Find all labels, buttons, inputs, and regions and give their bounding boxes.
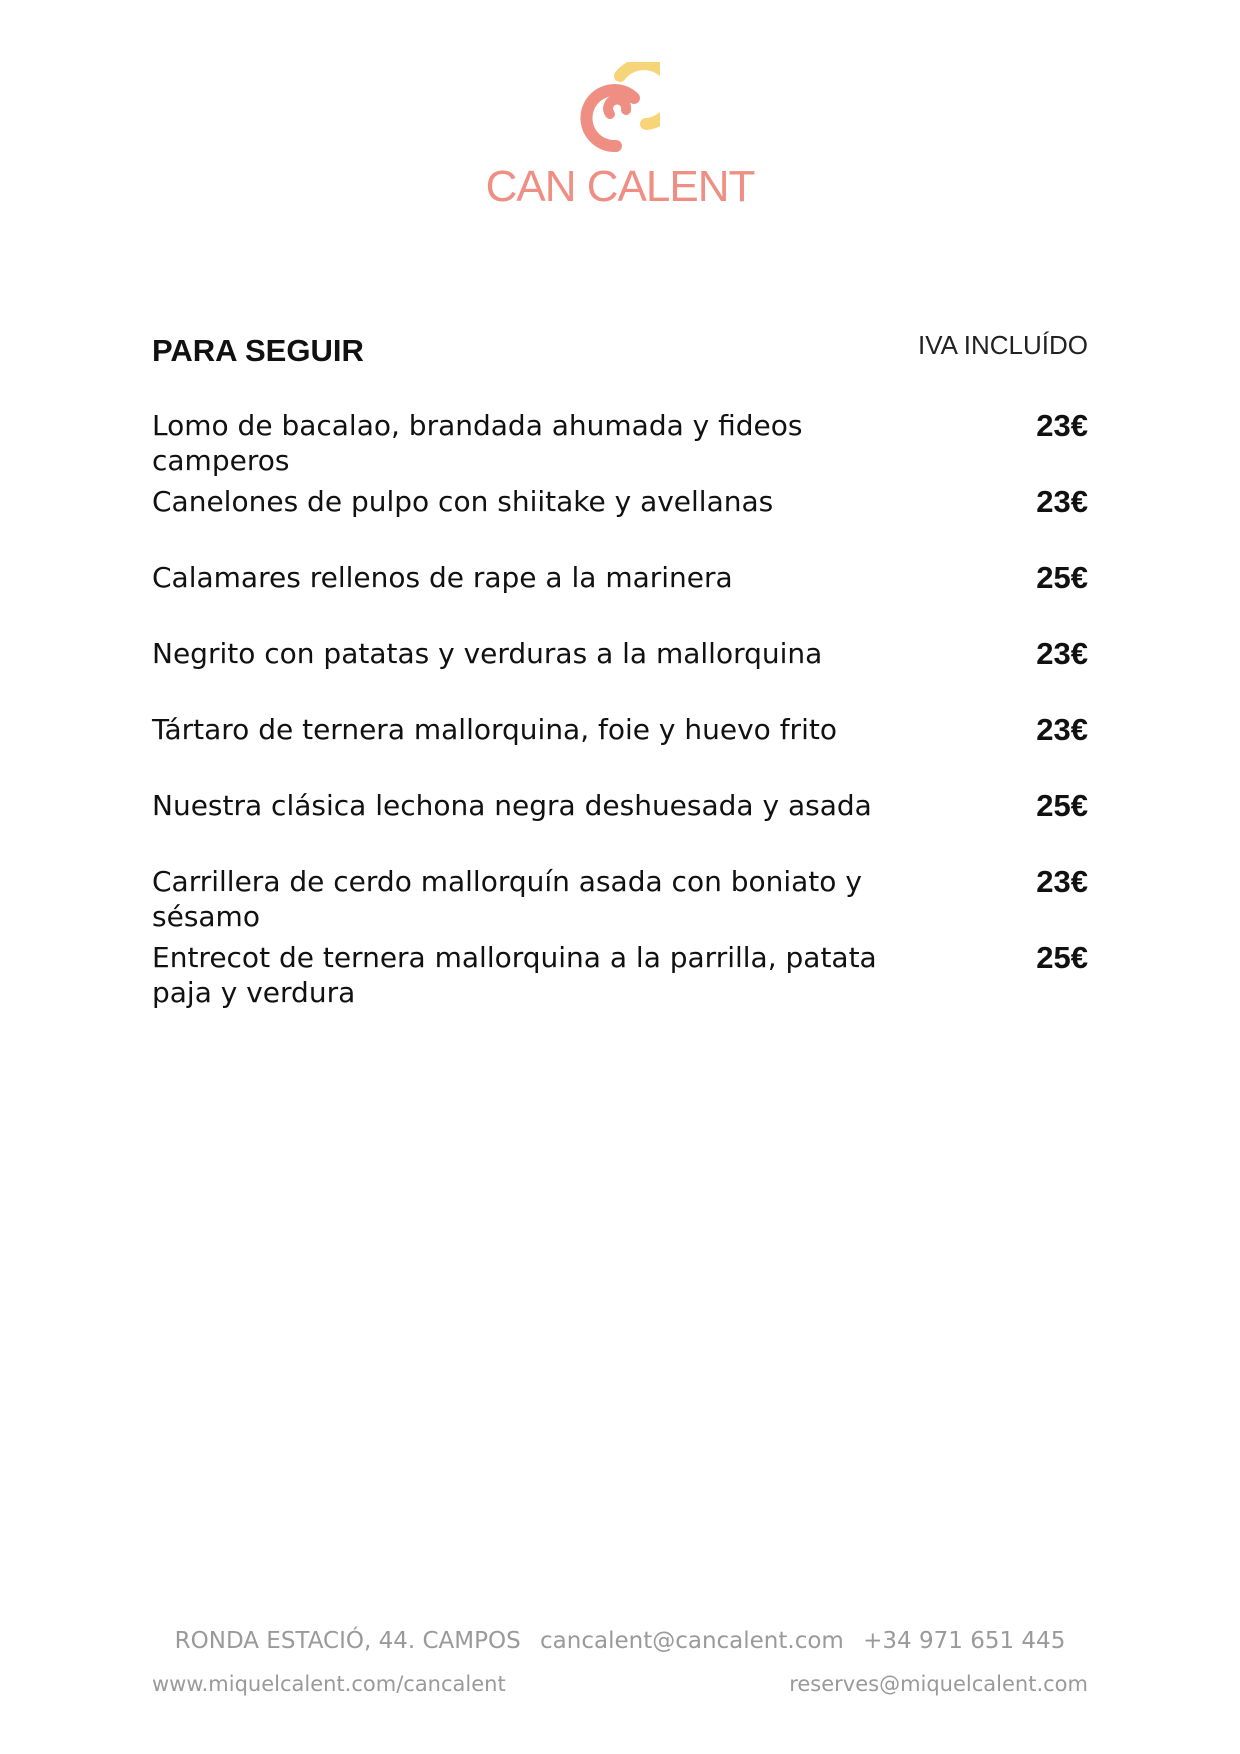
brand-logo	[0, 62, 1240, 212]
dish-name: Negrito con patatas y verduras a la mallorquina	[152, 637, 823, 670]
dish-price: 23€	[1036, 712, 1088, 747]
dish-price: 23€	[1036, 484, 1088, 519]
menu-item	[152, 788, 1088, 864]
menu-item	[152, 560, 1088, 636]
dish-price: 23€	[1036, 408, 1088, 443]
dish-price: 25€	[1036, 940, 1088, 975]
dish-price: 25€	[1036, 788, 1088, 823]
dish-name: Carrillera de cerdo mallorquín asada con boniato y sésamo	[152, 865, 862, 933]
dish-name: Nuestra clásica lechona negra deshuesada y asada	[152, 789, 872, 822]
footer-email-link[interactable]: cancalent@cancalent.com	[540, 1628, 844, 1654]
menu-item	[152, 408, 1088, 484]
menu-item	[152, 484, 1088, 560]
dish-name: Calamares rellenos de rape a la marinera	[152, 561, 733, 594]
section-title: PARA SEGUIR	[152, 333, 364, 368]
menu-list	[152, 408, 1088, 1016]
menu-item	[152, 940, 1088, 1016]
footer-website-link[interactable]: www.miquelcalent.com/cancalent	[152, 1672, 506, 1696]
dish-price: 23€	[1036, 864, 1088, 899]
footer-phone: +34 971 651 445	[863, 1628, 1066, 1654]
menu-item	[152, 864, 1088, 940]
dish-name: Canelones de pulpo con shiitake y avellanas	[152, 485, 774, 518]
dish-price: 23€	[1036, 636, 1088, 671]
brand-name: CAN CALENT	[485, 162, 755, 211]
dish-name: Lomo de bacalao, brandada ahumada y fideos camperos	[152, 409, 803, 477]
dish-price: 25€	[1036, 560, 1088, 595]
menu-item	[152, 712, 1088, 788]
footer-address: RONDA ESTACIÓ, 44. CAMPOS	[174, 1628, 521, 1654]
footer-contact-line	[0, 1628, 1240, 1654]
interlocking-c-logo-icon	[580, 62, 660, 154]
dish-name: Tártaro de ternera mallorquina, foie y huevo frito	[152, 713, 837, 746]
dish-name: Entrecot de ternera mallorquina a la parrilla, patata paja y verdura	[152, 941, 877, 1009]
tax-note: IVA INCLUÍDO	[917, 330, 1088, 360]
menu-item	[152, 636, 1088, 712]
footer-reservations-link[interactable]: reserves@miquelcalent.com	[789, 1672, 1088, 1696]
